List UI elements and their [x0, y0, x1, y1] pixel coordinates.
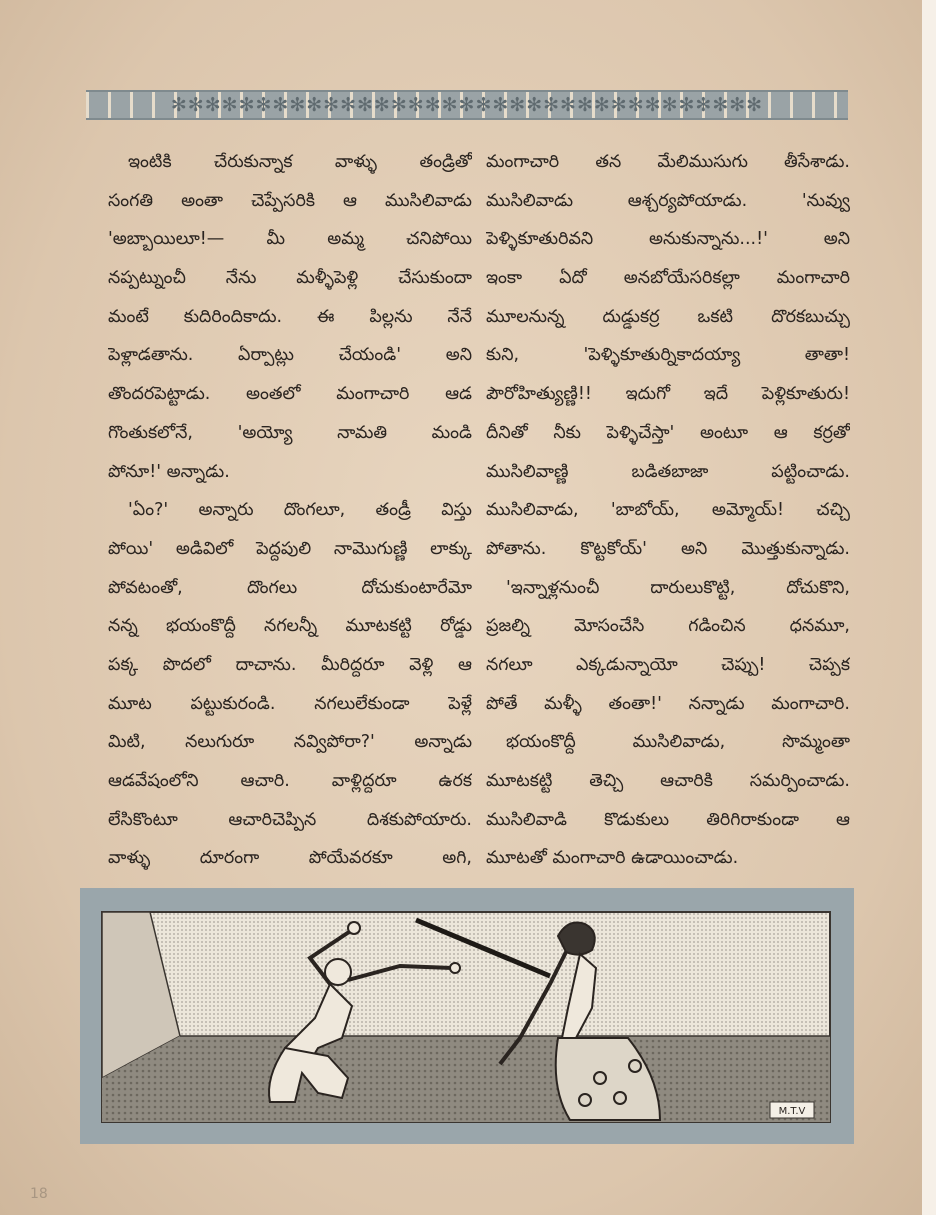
text-line: గొంతుకలోనే, 'అయ్యో నామతి మండి — [108, 422, 472, 443]
left-text-column — [108, 143, 472, 878]
text-line: వాళ్ళు దూరంగా పోయేవరకూ అగి, — [108, 848, 472, 869]
text-line: పక్క పొదలో దాచాను. మీరిద్దరూ వెళ్లి ఆ — [108, 654, 472, 675]
text-line: ప్రజల్ని మోసంచేసి గడించిన ధనమూ, — [486, 616, 850, 637]
text-line: సంగతి అంతా చెప్పేసరికి ఆ ముసిలివాడు — [108, 190, 472, 211]
floor — [102, 1036, 830, 1122]
right-text-column — [486, 143, 850, 878]
text-line: మూటకట్టి తెచ్చి ఆచారికి సమర్పించాడు. — [486, 771, 850, 791]
text-line: 'ఏం?' అన్నారు దొంగలూ, తండ్రీ విస్తు — [128, 500, 472, 521]
text-line: మూటతో మంగాచారి ఉడాయించాడు. — [486, 848, 739, 869]
text-line: పోనూ!' అన్నాడు. — [108, 461, 230, 482]
illustration-drawing — [80, 888, 854, 1144]
text-line: పోతాను. కొట్టకోయ్' అని మొత్తుకున్నాడు. — [486, 538, 850, 559]
text-line: ముసిలివాడు ఆశ్చర్యపోయాడు. 'నువ్వు — [486, 190, 850, 211]
text-line: పెళ్లాడతాను. ఏర్పాట్లు చేయండి' అని — [108, 345, 472, 366]
text-line: పోతే మళ్ళీ తంతా!' నన్నాడు మంగాచారి. — [486, 693, 850, 714]
text-line: ముసిలివాడు, 'బాబోయ్, అమ్మోయ్! చచ్చి — [486, 500, 850, 521]
story-illustration — [80, 888, 854, 1144]
text-line: 'అబ్బాయిలూ!— మీ అమ్మ చనిపోయి — [108, 229, 472, 250]
text-line: దీనితో నీకు పెళ్ళిచేస్తా' అంటూ ఆ కర్రతో — [486, 422, 850, 443]
page-number: 18 — [30, 1186, 48, 1202]
text-line: పౌరోహిత్యుణ్ణి!! ఇదుగో ఇదే పెళ్లికూతురు! — [486, 384, 850, 405]
text-line: పెళ్ళికూతురివని అనుకున్నాను...!' అని — [486, 229, 850, 250]
text-line: లేసికొంటూ ఆచారిచెప్పిన దిశకుపోయారు. — [108, 809, 472, 830]
text-line: తొందరపెట్టాడు. అంతలో మంగాచారి ఆడ — [108, 384, 472, 405]
text-line: మిటి, నలుగురూ నవ్విపోరా?' అన్నాడు — [108, 732, 472, 753]
text-line: మంటే కుదిరిందికాదు. ఈ పిల్లను నేనే — [108, 306, 472, 327]
page-edge — [922, 0, 936, 1215]
text-line: మంగాచారి తన మేలిముసుగు తీసేశాడు. — [486, 152, 850, 172]
text-line: ఇంటికి చేరుకున్నాక వాళ్ళు తండ్రితో — [128, 152, 472, 172]
text-line: నగలూ ఎక్కడున్నాయో చెప్పు! చెప్పక — [486, 654, 850, 675]
artist-signature: M.T.V — [778, 1106, 806, 1117]
text-line: పోయి' అడివిలో పెద్దపులి నామొగుణ్ణి లాక్కు — [108, 538, 472, 559]
decorative-border — [86, 90, 848, 120]
text-line: ఇంకా ఏదో అనబోయేసరికల్లా మంగాచారి — [486, 268, 850, 289]
text-line: మూలనున్న దుడ్డుకర్ర ఒకటి దొరకబుచ్చు — [486, 306, 850, 327]
text-line: నప్పట్నుంచీ నేను మళ్ళీపెళ్లి చేసుకుందా — [108, 268, 472, 289]
text-line: మూట పట్టుకురండి. నగలులేకుండా పెళ్లే — [108, 693, 472, 714]
text-line: భయంకొద్దీ ముసిలివాడు, సొమ్మంతా — [506, 732, 850, 753]
text-line: కుని, 'పెళ్ళికూతుర్నికాదయ్యా తాతా! — [486, 345, 850, 366]
text-line: ముసిలివాడి కొడుకులు తిరిగిరాకుండా ఆ — [486, 809, 850, 830]
text-line: 'ఇన్నాళ్లనుంచీ దారులుకొట్టి, దోచుకొని, — [506, 577, 850, 598]
text-line: ముసిలివాణ్ణి బడితబాజా పట్టించాడు. — [486, 461, 850, 482]
border-pattern: ✻✻✻✻✻✻✻✻✻✻✻✻✻✻✻✻✻✻✻✻✻✻✻✻✻✻✻✻✻✻✻✻✻✻✻ — [170, 94, 764, 116]
text-line: ఆడవేషంలోని ఆచారి. వాళ్లిద్దరూ ఉరక — [108, 771, 472, 791]
text-line: నన్న భయంకొద్దీ నగలన్నీ మూటకట్టి రోడ్డు — [108, 616, 472, 637]
text-line: పోవటంతో, దొంగలు దోచుకుంటారేమో — [108, 577, 472, 598]
